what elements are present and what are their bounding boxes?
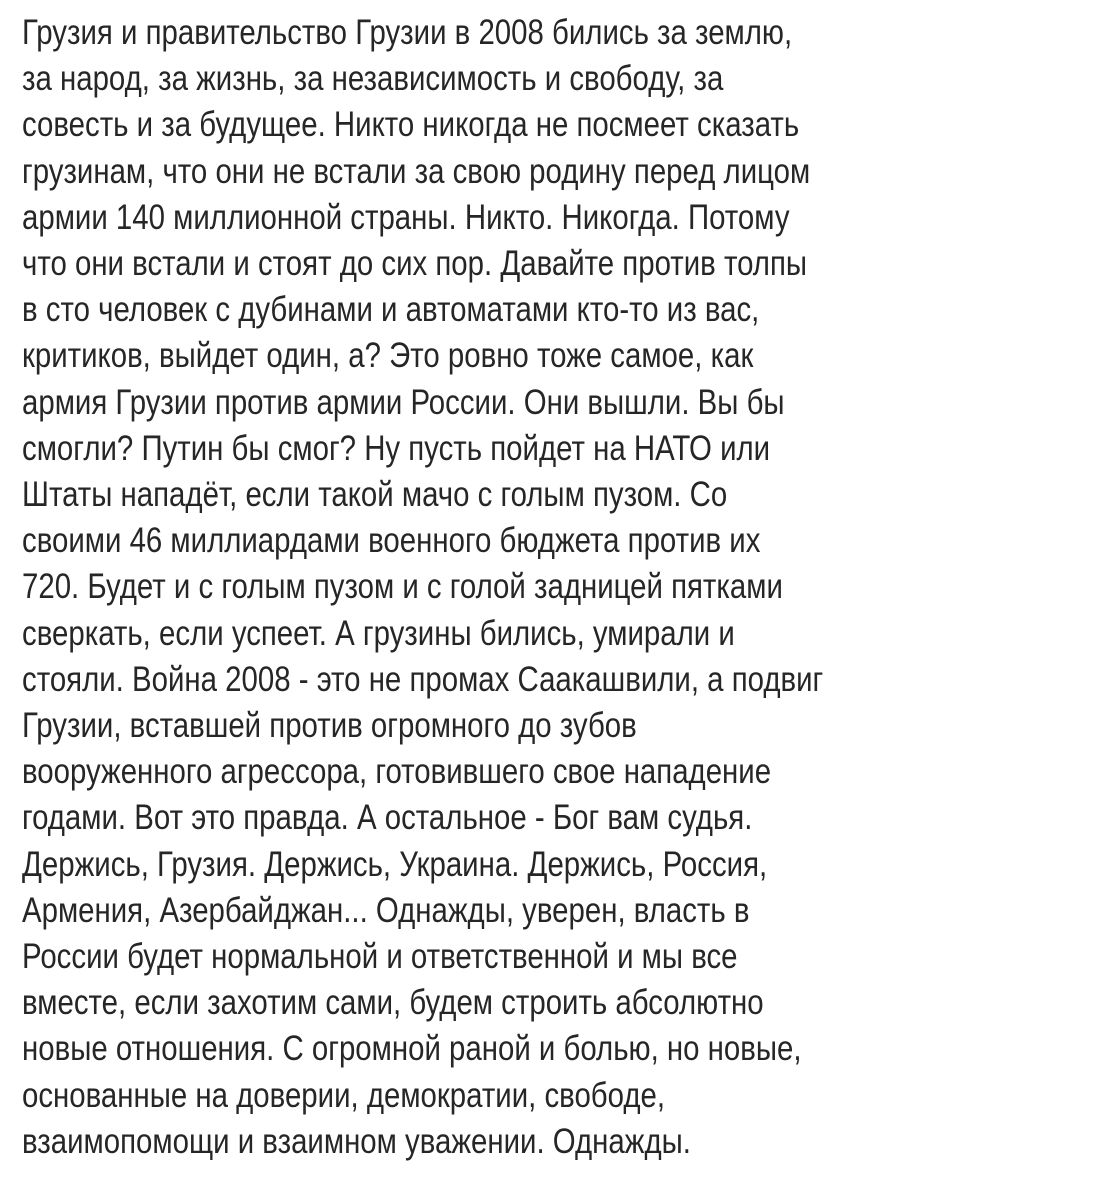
post-text-line: армии 140 миллионной страны. Никто. Никогда. Потому — [22, 197, 790, 237]
post-text-line: грузинам, что они не встали за свою родину перед лицом — [22, 151, 811, 191]
post-text-line: что они встали и стоят до сих пор. Давайте против толпы — [22, 244, 808, 284]
post-text — [22, 10, 823, 1165]
post-text-line: Грузия и правительство Грузии в 2008 бились за землю, — [22, 13, 793, 52]
post-text-line: Держись, Грузия. Держись, Украина. Держись, Россия, — [22, 844, 768, 884]
post-text-line: Армения, Азербайджан... Однажды, уверен, власть в — [22, 890, 750, 930]
post-text-line: взаимопомощи и взаимном уважении. Однажды. — [22, 1121, 691, 1161]
post-text-line: России будет нормальной и ответственной и мы все — [22, 937, 738, 977]
post-text-line: 720. Будет и с голым пузом и с голой задницей пятками — [22, 567, 783, 607]
post-text-line: основанные на доверии, демократии, свободе, — [22, 1075, 666, 1115]
post-text-line: критиков, выйдет один, а? Это ровно тоже самое, как — [22, 336, 754, 376]
post-text-line: армия Грузии против армии России. Они вышли. Вы бы — [22, 382, 785, 422]
post-text-line: новые отношения. С огромной раной и болью, но новые, — [22, 1029, 802, 1069]
post-text-line: смогли? Путин бы смог? Ну пусть пойдет на НАТО или — [22, 428, 771, 468]
post-text-line: вооруженного агрессора, готовившего свое нападение — [22, 752, 772, 792]
post-text-line: годами. Вот это правда. А остальное - Бог вам судья. — [22, 798, 753, 838]
post-text-line: своими 46 миллиардами военного бюджета против их — [22, 521, 761, 561]
post-text-line: Грузии, вставшей против огромного до зубов — [22, 706, 637, 746]
post-text-line: стояли. Война 2008 - это не промах Саакашвили, а подвиг — [22, 659, 824, 699]
post-text-line: сверкать, если успеет. А грузины бились, умирали и — [22, 613, 735, 653]
post-text-line: за народ, за жизнь, за независимость и свободу, за — [22, 59, 724, 99]
post-text-line: вместе, если захотим сами, будем строить абсолютно — [22, 983, 764, 1023]
post-text-line: Штаты нападёт, если такой мачо с голым пузом. Со — [22, 475, 728, 515]
post-text-line: совесть и за будущее. Никто никогда не посмеет сказать — [22, 105, 800, 145]
post-text-line: в сто человек с дубинами и автоматами кто-то из вас, — [22, 290, 760, 330]
